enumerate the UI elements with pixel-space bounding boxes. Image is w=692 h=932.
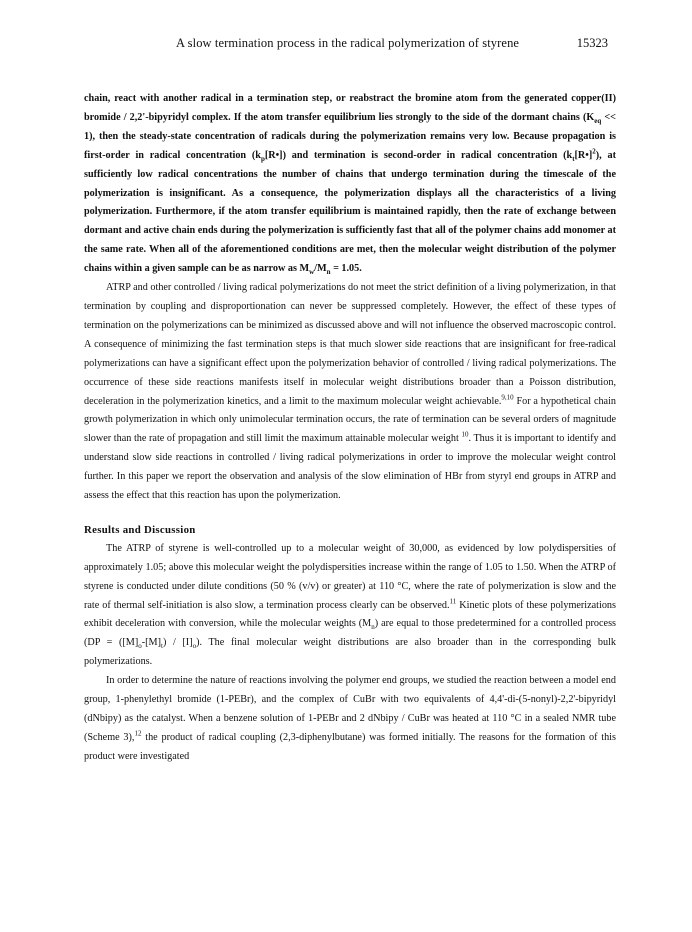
text-run: -[M] (141, 637, 161, 649)
text-run: the product of radical coupling (2,3-diphenylbutane) was formed initially. The reasons for the formation of this product were investigated (84, 731, 616, 762)
subscript: w (309, 268, 315, 277)
text-run: Kinetic plots of these polymerizations exhibit deceleration with conversion, while the molecular weights (M (84, 599, 616, 630)
text-run: ATRP and other controlled / living radical polymerizations do not meet the strict definition of a living polymerization, in that termination by coupling and disproportionation can never be suppressed completely. However, the effect of these types of termination on the polymerizations can be minimized as discussed above and will not influence the observed macroscopic control. A consequence of minimizing the fast termination steps is that much slower side reactions that are insignificant for free-radical polymerizations can have a significant effect upon the polymerization behavior of controlled / living radical polymerizations. The occurrence of these side reactions manifests itself in molecular weight distributions broader than a Poisson distribution, deceleration in the polymerization kinetics, and a limit to the maximum molecular weight achievable. (84, 282, 616, 407)
text-run: = 1.05. (330, 263, 362, 275)
citation-ref: 11 (449, 597, 457, 606)
citation-ref: 12 (134, 729, 142, 738)
subscript: t (572, 154, 575, 163)
text-run: ) / [I] (162, 637, 193, 649)
text-run: [R•]) and termination is second-order in radical concentration (k (264, 149, 573, 161)
text-run: ) are equal to those predetermined for a controlled process (DP = ([M] (84, 618, 616, 649)
paragraph-1 (84, 90, 616, 279)
article-body (84, 90, 616, 767)
superscript: 2 (592, 147, 596, 156)
running-header (0, 36, 692, 52)
paragraph-3 (84, 540, 616, 672)
text-run: For a hypothetical chain growth polymerization in which only unimolecular termination occurs, the rate of termination can be several orders of magnitude slower than the rate of propagation and still limit the maximum attainable molecular weight (84, 395, 616, 445)
text-run: << 1), then the steady-state concentration of radicals during the polymerization remains very low. Because propagation is first-order in radical concentration (k (84, 111, 616, 161)
text-run: [R•] (574, 149, 593, 161)
text-run: In order to determine the nature of reactions involving the polymer end groups, we studied the reaction between a model end group, 1-phenylethyl bromide (1-PEBr), and the complex of CuBr with two equivalents of 4,4'-di-(5-nonyl)-2,2'-bipyridyl (dNbipy) as the catalyst. When a benzene solution of 1-PEBr and 2 dNbipy / CuBr was heated at 110 °C in a sealed NMR tube (Scheme 3), (84, 675, 616, 743)
paragraph-2 (84, 279, 616, 506)
running-title: A slow termination process in the radical polymerization of styrene (176, 36, 520, 50)
citation-ref: 10 (461, 430, 469, 439)
subscript: o (192, 642, 197, 651)
subscript: o (138, 642, 142, 651)
paragraph-4 (84, 672, 616, 767)
section-heading: Results and Discussion (84, 523, 196, 536)
subscript: p (260, 154, 265, 163)
text-run: /M (314, 263, 327, 275)
subscript: eq (594, 116, 602, 125)
subscript: n (326, 268, 331, 277)
text-run: . Thus it is important to identify and understand slow side reactions in controlled / living radical polymerizations in order to improve the molecular weight control further. In this paper we report the observation and analysis of the slow elimination of HBr from styryl end groups in ATRP and assess the effect that this reaction has upon the polymerization. (84, 433, 616, 502)
text-run: ). The final molecular weight distributions are also broader than in the corresponding bulk polymerizations. (84, 637, 616, 668)
page-number: 15323 (576, 36, 608, 50)
text-run: The ATRP of styrene is well-controlled up to a molecular weight of 30,000, as evidenced by low polydispersities of approximately 1.05; above this molecular weight the polydispersities increase within the range of 1.05 to 1.50. When the ATRP of styrene is conducted under dilute conditions (50 % (v/v) or greater) at 110 °C, where the rate of polymerization is slow and the rate of thermal self-initiation is also slow, a termination process clearly can be observed. (84, 542, 616, 611)
subscript: n (371, 623, 375, 632)
citation-ref: 9,10 (501, 393, 514, 402)
text-run: ), at sufficiently low radical concentrations the number of chains that undergo termination during the timescale of the polymerization is insignificant. As a consequence, the polymerization displays all the characteristics of a living polymerization. Furthermore, if the atom transfer equilibrium is maintained rapidly, then the rate of exchange between dormant and active chain ends during the polymerization is sufficiently fast that all of the polymer chains add monomer at the same rate. When all of the aforementioned conditions are met, then the molecular weight distribution of the polymer chains within a given sample can be as narrow as M (84, 149, 616, 275)
subscript: t (161, 642, 163, 651)
text-run: chain, react with another radical in a termination step, or reabstract the bromine atom from the generated copper(II) bromide / 2,2'-bipyridyl complex. If the atom transfer equilibrium lies strongly to the side of the dormant chains (K (84, 93, 616, 123)
